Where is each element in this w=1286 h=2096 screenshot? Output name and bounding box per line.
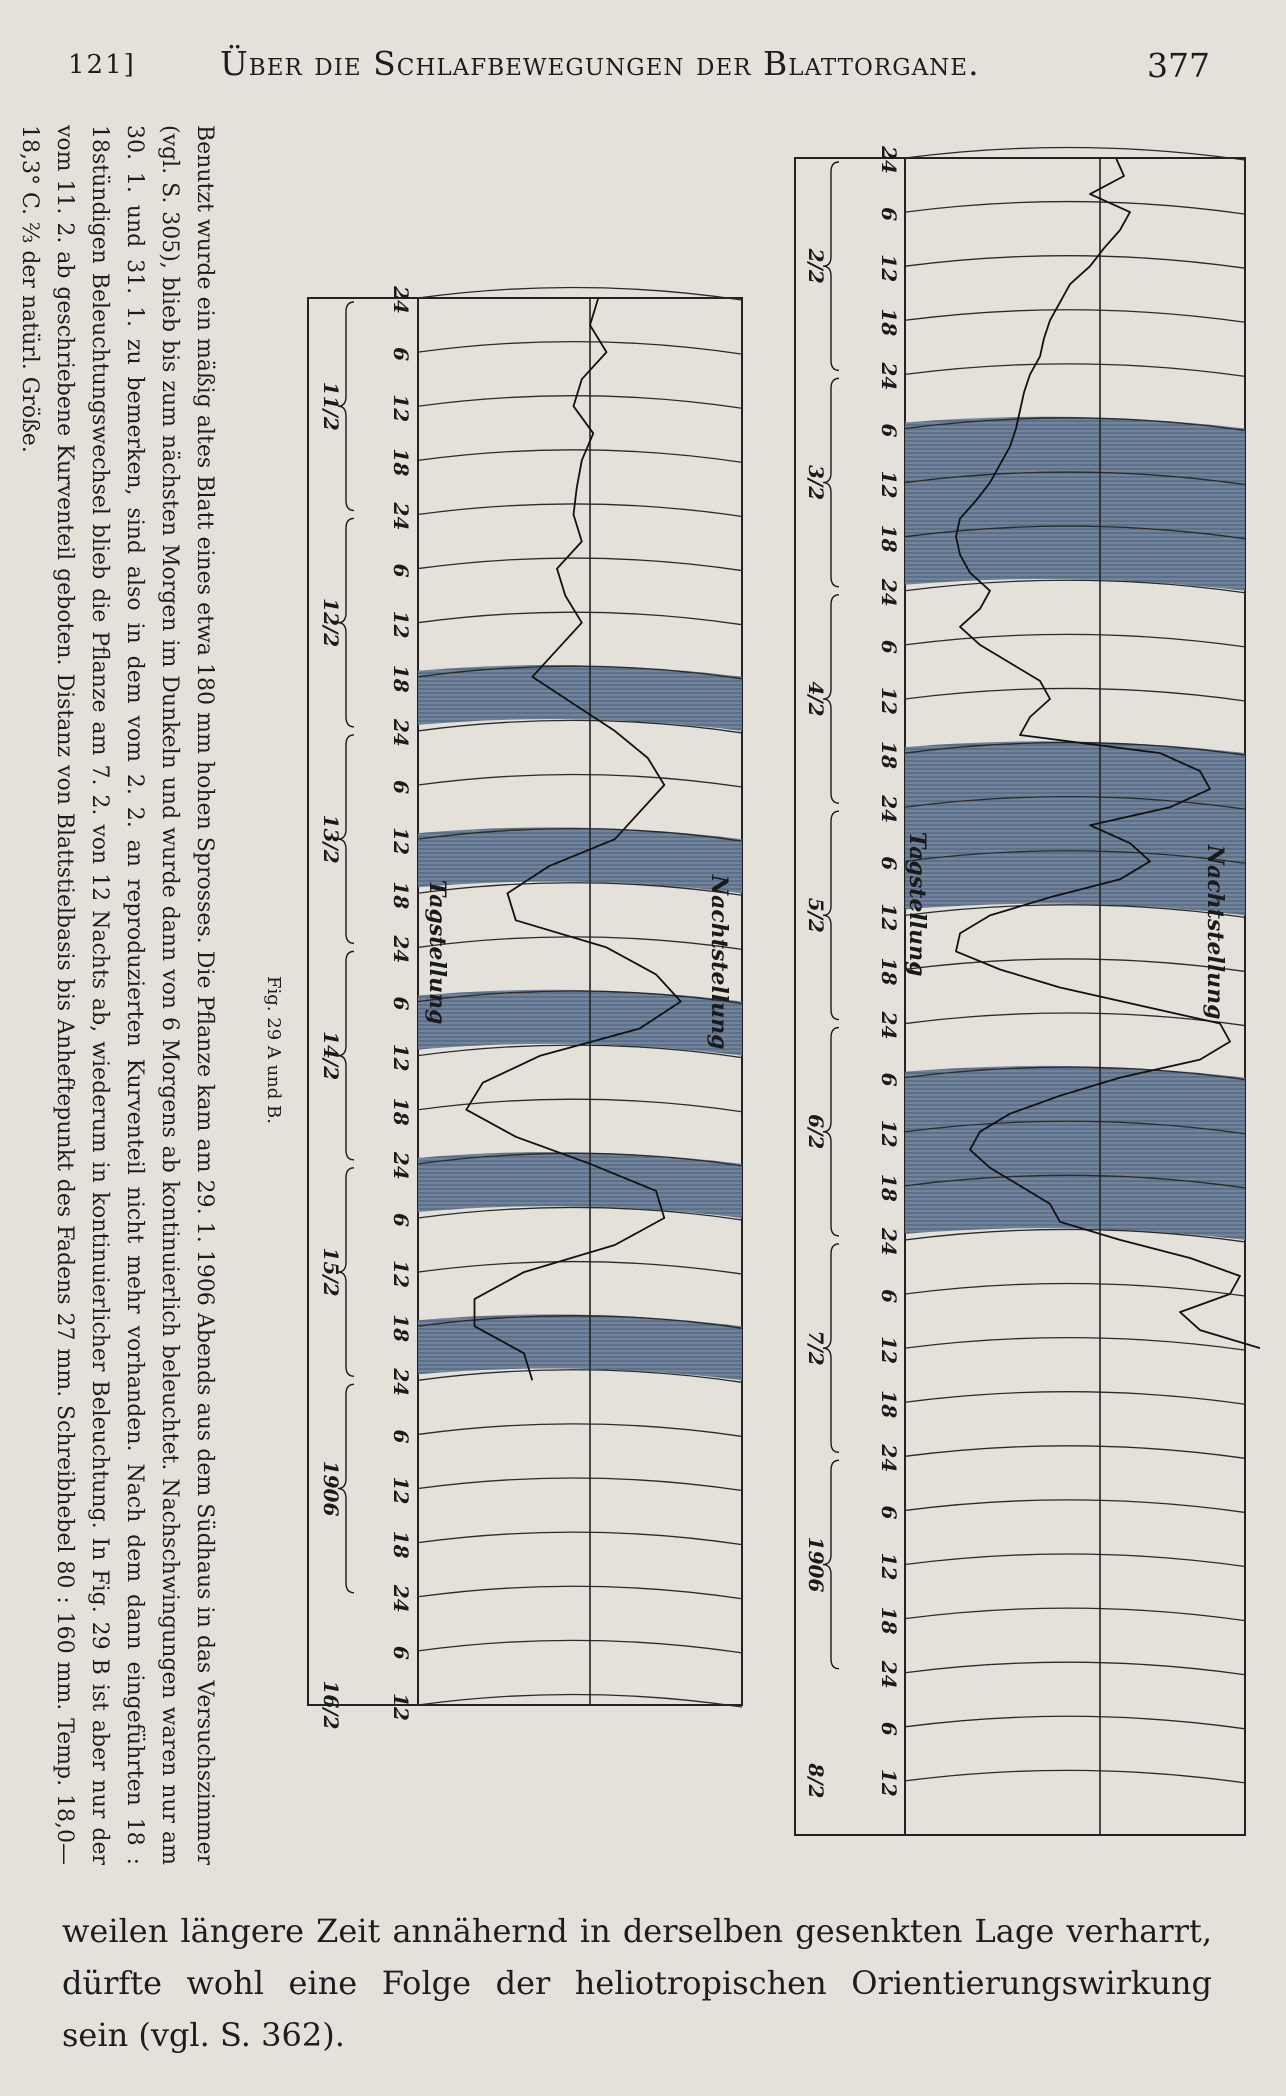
- hour-tick-label: 12: [877, 1336, 901, 1365]
- hour-arc: [418, 775, 742, 788]
- annotation-tagstellung: Tagstellung: [904, 832, 930, 977]
- hour-tick-label: 12: [389, 1693, 413, 1721]
- hour-tick-label: 18: [389, 448, 413, 477]
- hour-tick-label: 12: [389, 827, 413, 856]
- annotation-tagstellung: Tagstellung: [424, 880, 450, 1025]
- hour-arc: [418, 396, 742, 409]
- hour-arc: [905, 1716, 1245, 1729]
- hour-tick-label: 6: [389, 1645, 413, 1660]
- hour-arc: [905, 1500, 1245, 1513]
- hour-tick-label: 12: [877, 1552, 901, 1581]
- hour-arc: [418, 1532, 742, 1545]
- hour-tick-label: 6: [877, 856, 901, 871]
- hour-arc: [418, 1640, 742, 1653]
- hour-tick-label: 12: [389, 610, 413, 639]
- hour-arc: [418, 450, 742, 463]
- hour-tick-label: 24: [877, 1444, 901, 1473]
- hour-tick-label: 18: [877, 308, 901, 337]
- chart-fig-29b: [308, 285, 742, 1730]
- hour-tick-label: 12: [389, 394, 413, 423]
- hour-tick-label: 24: [877, 146, 901, 174]
- body-line-3: sein (vgl. S. 362).: [62, 2016, 345, 2054]
- hour-arc: [418, 558, 742, 571]
- dark-period-band: [905, 417, 1245, 591]
- date-label: 3/2: [804, 465, 828, 501]
- hour-arc: [418, 1262, 742, 1275]
- dark-period-band: [905, 741, 1245, 915]
- hour-arc: [905, 1284, 1245, 1297]
- hour-tick-label: 6: [877, 1072, 901, 1087]
- annotation-nachtstellung: Nachtstellung: [706, 875, 732, 1050]
- hour-tick-label: 6: [877, 1289, 901, 1303]
- hour-tick-label: 24: [877, 1660, 901, 1689]
- hour-tick-label: 6: [877, 1721, 901, 1736]
- hour-arc: [905, 364, 1245, 377]
- date-label: 6/2: [804, 1114, 828, 1150]
- annotation-nachtstellung: Nachtstellung: [1202, 845, 1228, 1020]
- page-title: Über die Schlafbewegungen der Blattorgane.: [220, 44, 980, 83]
- hour-tick-label: 24: [389, 935, 413, 964]
- date-label: 1906: [804, 1536, 828, 1593]
- chart-fig-29a: [795, 145, 1260, 1835]
- caption-text: Benutzt wurde ein mäßig altes Blatt eines etwa 180 mm hohen Sprosses. Die Pflanze kam am 29. 1. 1906 Abends aus dem Südhaus in das Versuchszimmer (vgl. S. 305), blieb bis zum nächsten Morgen im Dunkeln und wurde dann von 6 Morgens ab kontinuierlich beleuchtet. Nachschwingungen waren nur am 30. 1. und 31. 1. zu bemerken, sind also in dem vom 2. 2. an reproduzierten Kurventeil nicht mehr vorhanden. Nach dem dann eingeführten 18 : 18stündigen Beleuchtungswechsel blieb die Pflanze am 7. 2. von 12 Nachts ab, wiederum in kontinuierlicher Beleuchtung. In Fig. 29 B ist aber nur der vom 11. 2. ab geschriebene Kurventeil geboten. Distanz von Blattstielbasis bis Anheftepunkt des Fadens 27 mm. Schreibhebel 80 : 160 mm. Temp. 18,0—18,3° C. ⅔ der natürl. Größe.: [17, 125, 217, 1865]
- hour-tick-label: 12: [877, 903, 901, 932]
- figure-label: Fig. 29 A und B.: [263, 976, 284, 1124]
- hour-arc: [905, 202, 1245, 215]
- hour-tick-label: 18: [877, 1173, 901, 1202]
- hour-tick-label: 6: [389, 347, 413, 362]
- hour-tick-label: 24: [877, 578, 901, 607]
- hour-tick-label: 6: [389, 780, 413, 794]
- hour-tick-label: 24: [389, 1584, 413, 1613]
- hour-tick-label: 18: [877, 741, 901, 769]
- hour-tick-label: 12: [877, 1119, 901, 1148]
- hour-arc: [905, 1392, 1245, 1405]
- hour-tick-label: 24: [877, 362, 901, 391]
- hour-tick-label: 24: [389, 502, 413, 531]
- hour-tick-label: 12: [877, 254, 901, 283]
- date-label: 4/2: [804, 681, 828, 717]
- body-line-1: weilen längere Zeit annähernd in derselben gesenkten Lage verharrt,: [62, 1912, 1212, 1950]
- hour-arc: [905, 688, 1245, 701]
- date-label: 11/2: [319, 381, 343, 431]
- date-label: 13/2: [319, 814, 343, 864]
- hour-tick-label: 12: [389, 1260, 413, 1288]
- date-label: 7/2: [804, 1330, 828, 1366]
- hour-tick-label: 24: [389, 1368, 413, 1397]
- hour-tick-label: 24: [389, 1151, 413, 1180]
- hour-tick-label: 24: [389, 719, 413, 747]
- hour-tick-label: 24: [877, 1011, 901, 1040]
- date-label: 16/2: [319, 1680, 343, 1730]
- hour-tick-label: 6: [877, 207, 901, 222]
- hour-tick-label: 12: [389, 1043, 413, 1072]
- hour-tick-label: 18: [877, 524, 901, 553]
- hour-tick-label: 18: [389, 1314, 413, 1343]
- hour-arc: [905, 1338, 1245, 1351]
- hour-arc: [905, 1446, 1245, 1459]
- page-number: 377: [1147, 46, 1210, 85]
- hour-arc: [905, 310, 1245, 323]
- date-label: 15/2: [319, 1247, 343, 1297]
- hour-arc: [418, 504, 742, 517]
- hour-arc: [418, 1424, 742, 1437]
- hour-arc: [418, 1478, 742, 1491]
- hour-tick-label: 18: [877, 1390, 901, 1419]
- hour-arc: [418, 342, 742, 355]
- hour-arc: [905, 1554, 1245, 1567]
- hour-arc: [905, 959, 1245, 972]
- hour-tick-label: 6: [877, 423, 901, 438]
- date-label: 12/2: [319, 598, 343, 648]
- hour-tick-label: 6: [877, 639, 901, 654]
- hour-tick-label: 12: [877, 470, 901, 499]
- hour-arc: [905, 1608, 1245, 1621]
- hour-arc: [905, 1662, 1245, 1675]
- hour-tick-label: 12: [389, 1476, 413, 1505]
- hour-arc: [418, 1586, 742, 1599]
- hour-tick-label: 24: [877, 1228, 901, 1256]
- hour-tick-label: 12: [877, 1768, 901, 1797]
- hour-tick-label: 24: [389, 286, 413, 314]
- hour-tick-label: 18: [877, 1606, 901, 1635]
- hour-tick-label: 6: [877, 1505, 901, 1520]
- hour-arc: [905, 1770, 1245, 1783]
- hour-tick-label: 12: [877, 687, 901, 715]
- hour-tick-label: 6: [389, 996, 413, 1011]
- date-label: 5/2: [804, 897, 828, 933]
- section-number: 121]: [68, 50, 136, 80]
- date-label: 1906: [319, 1460, 343, 1517]
- hour-tick-label: 18: [389, 1097, 413, 1126]
- body-line-2: dürfte wohl eine Folge der heliotropischen Orientierungswirkung: [62, 1964, 1212, 2002]
- hour-tick-label: 24: [877, 795, 901, 824]
- hour-tick-label: 18: [389, 881, 413, 910]
- date-label: 8/2: [804, 1763, 828, 1799]
- hour-tick-label: 18: [877, 957, 901, 986]
- hour-tick-label: 18: [389, 664, 413, 693]
- date-label: 14/2: [319, 1031, 343, 1081]
- date-label: 2/2: [804, 248, 828, 284]
- hour-tick-label: 18: [389, 1530, 413, 1559]
- body-text: [62, 1905, 1212, 2061]
- hour-tick-label: 6: [389, 1429, 413, 1444]
- hour-arc: [905, 256, 1245, 269]
- hour-arc: [905, 634, 1245, 647]
- hour-arc: [905, 1013, 1245, 1026]
- hour-tick-label: 6: [389, 563, 413, 578]
- hour-tick-label: 6: [389, 1213, 413, 1227]
